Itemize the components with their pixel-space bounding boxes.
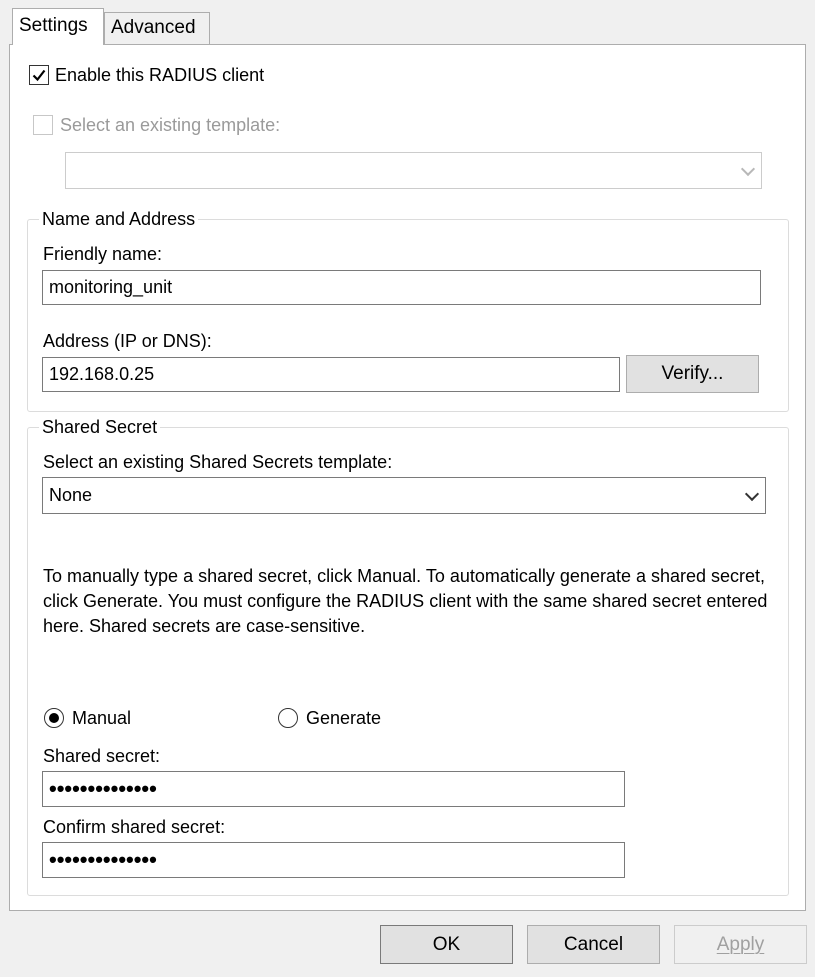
manual-radio[interactable]	[44, 708, 64, 728]
template-label: Select an existing template:	[60, 115, 281, 135]
checkmark-icon	[31, 67, 47, 83]
shared-secret-legend: Shared Secret	[39, 416, 160, 438]
template-checkbox[interactable]	[33, 115, 53, 135]
apply-button-label: Apply	[716, 933, 765, 955]
name-address-legend: Name and Address	[39, 208, 198, 230]
shared-secret-description: To manually type a shared secret, click Manual. To automatically generate a shared secret, click Generate. You must configure the RADIUS client with the same shared secret entered here. Shared secrets are case-sensitive.	[43, 566, 768, 636]
address-input[interactable]	[42, 357, 620, 392]
verify-button[interactable]: Verify...	[626, 355, 759, 393]
tab-settings-label: Settings	[19, 15, 88, 36]
tab-settings[interactable]	[12, 8, 104, 45]
chevron-down-icon	[741, 161, 755, 175]
confirm-secret-value: ••••••••••••••	[49, 847, 157, 872]
confirm-secret-label: Confirm shared secret:	[43, 817, 226, 837]
friendly-name-input[interactable]	[42, 270, 761, 305]
friendly-name-value: monitoring_unit	[49, 277, 173, 297]
apply-button[interactable]	[674, 925, 807, 964]
enable-client-label: Enable this RADIUS client	[55, 65, 265, 85]
confirm-secret-input[interactable]	[42, 842, 625, 878]
secret-template-value: None	[49, 485, 93, 505]
friendly-name-label: Friendly name:	[43, 244, 163, 264]
tab-advanced[interactable]	[104, 12, 210, 44]
manual-label: Manual	[72, 708, 132, 728]
chevron-down-icon	[745, 486, 759, 500]
cancel-button[interactable]: Cancel	[527, 925, 660, 964]
radio-selected-dot	[49, 713, 59, 723]
enable-client-checkbox[interactable]	[29, 65, 49, 85]
tab-advanced-label: Advanced	[111, 17, 196, 38]
template-select[interactable]	[65, 152, 762, 189]
generate-radio[interactable]	[278, 708, 298, 728]
address-label: Address (IP or DNS):	[43, 331, 212, 351]
ok-button[interactable]: OK	[380, 925, 513, 964]
address-value: 192.168.0.25	[49, 364, 155, 384]
generate-label: Generate	[306, 708, 382, 728]
shared-secret-input[interactable]	[42, 771, 625, 807]
shared-secret-label: Shared secret:	[43, 746, 161, 766]
shared-secret-value: ••••••••••••••	[49, 776, 157, 801]
secret-template-select[interactable]	[42, 477, 766, 514]
secret-template-label: Select an existing Shared Secrets template:	[43, 452, 393, 472]
